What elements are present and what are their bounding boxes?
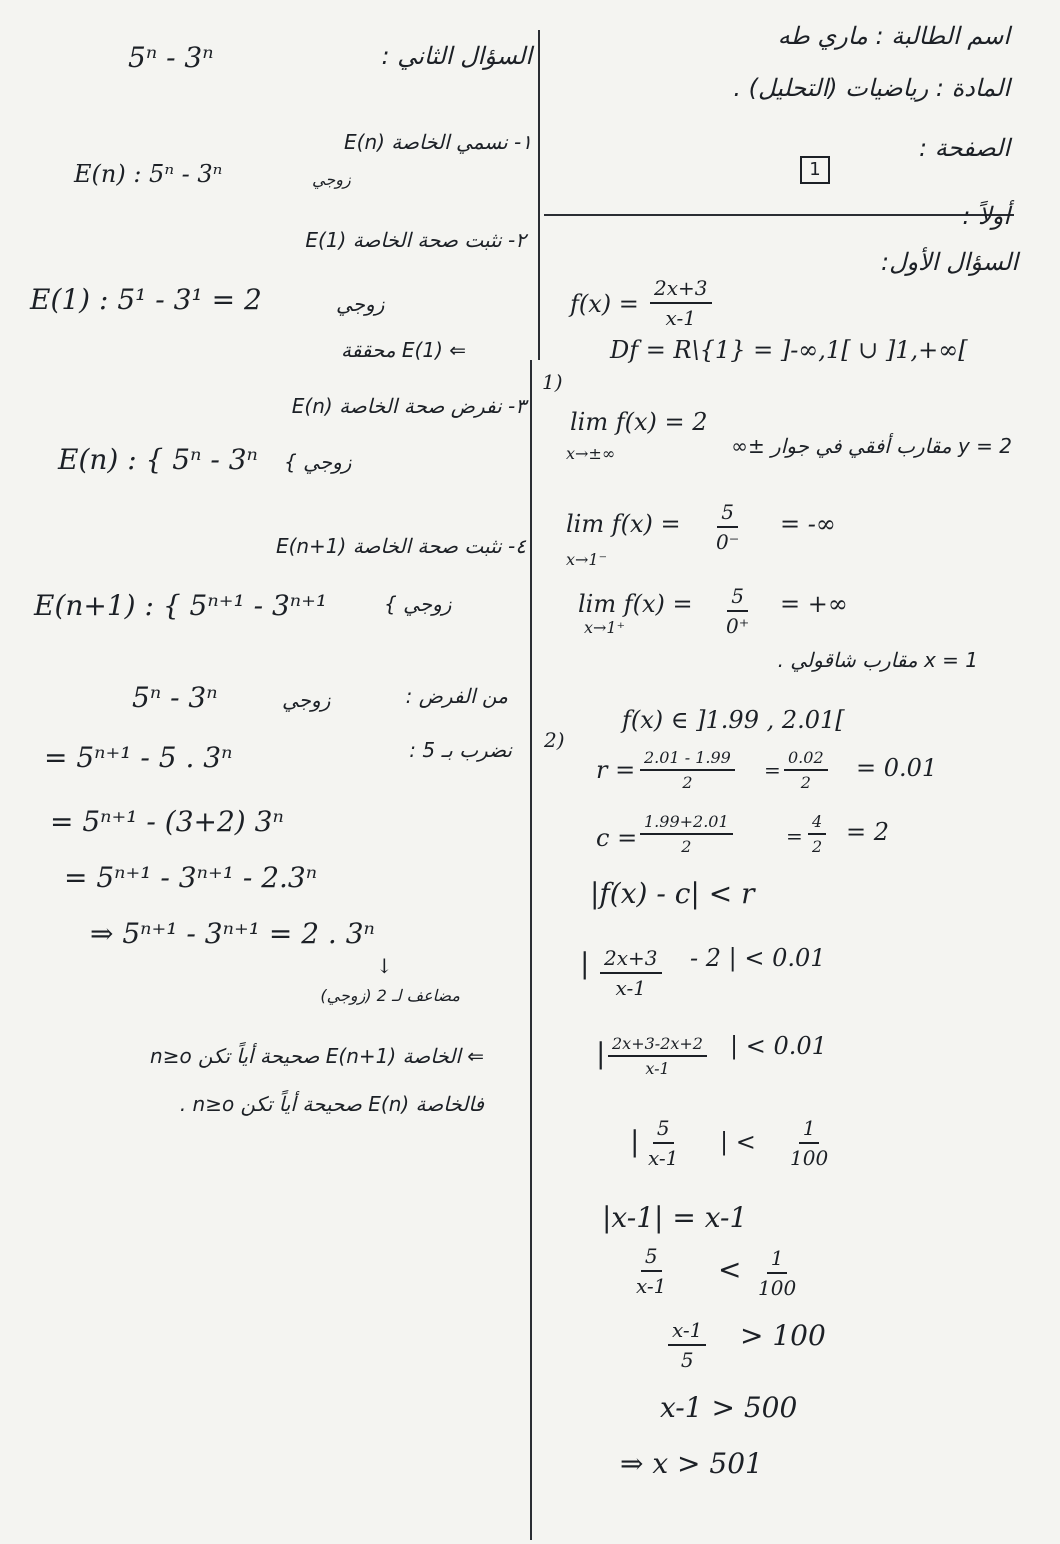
header-rule	[544, 214, 1014, 216]
fraction-denominator: 5	[680, 1348, 694, 1372]
limit-left-result: = -∞	[780, 510, 836, 538]
inequality-5-rfraction	[758, 1246, 796, 1300]
limit-right-sub: x→1⁺	[584, 618, 626, 637]
page-number-box: 1	[800, 156, 830, 184]
subject-line: المادة : رياضيات (التحليل) .	[733, 74, 1010, 102]
c-fraction-2	[808, 812, 826, 856]
step3: ٣- نفرض صحة الخاصة E(n)	[291, 394, 526, 418]
inequality-5-mid: <	[718, 1253, 742, 1286]
fraction-numerator: x-1	[668, 1318, 706, 1346]
fraction-denominator: 0⁺	[726, 614, 750, 638]
question1-title: السؤال الأول:	[881, 248, 1018, 276]
c-result: = 2	[846, 818, 890, 846]
absolute-value-line: |x-1| = x-1	[602, 1201, 748, 1234]
column-divider-lower	[530, 360, 532, 1540]
fraction-denominator: 100	[790, 1146, 829, 1170]
fraction-denominator: 2	[682, 773, 693, 792]
even-label: زوجي	[282, 688, 331, 712]
abs-bar: |	[596, 1037, 606, 1070]
even-label: زوجي	[336, 292, 385, 316]
fraction-numerator: 0.02	[784, 748, 828, 771]
step4: ٤- نثبت صحة الخاصة E(n+1)	[275, 534, 526, 558]
fraction-numerator: 5	[727, 584, 748, 612]
section-label: أولاً :	[962, 202, 1010, 230]
fraction-numerator: 2x+3-2x+2	[608, 1034, 707, 1057]
multiple-note: مضاعف لـ 2 (زوجي)	[320, 986, 460, 1005]
limit-right-fraction	[726, 584, 749, 638]
en1-line: E(n+1) : { 5ⁿ⁺¹ - 3ⁿ⁺¹	[34, 589, 328, 622]
final-result: ⇒ x > 501	[620, 1447, 763, 1480]
abs-bar: |	[630, 1125, 640, 1158]
inequality-1: |f(x) - c| < r	[590, 877, 755, 910]
step1: ١- نسمي الخاصة E(n)	[344, 130, 532, 154]
step2: ٢- نثبت صحة الخاصة E(1)	[305, 228, 526, 252]
fraction-numerator: 5	[653, 1116, 674, 1144]
e1-line: E(1) : 5¹ - 3¹ = 2	[30, 283, 262, 316]
r-fraction-2	[784, 748, 828, 792]
fraction-numerator: 1.99+2.01	[640, 812, 733, 835]
fraction-numerator: 1	[767, 1246, 788, 1274]
horizontal-asymptote: y = 2 مقارب أفقي في جوار ±∞	[731, 434, 1012, 458]
limit-infinity-sub: x→±∞	[566, 444, 616, 463]
e1-valid: ⇐ E(1) محققة	[340, 338, 466, 362]
inequality-6-fraction	[668, 1318, 706, 1372]
fraction-denominator: x-1	[648, 1146, 679, 1170]
fraction-denominator: 2	[812, 837, 823, 856]
limit-infinity: lim f(x) = 2	[570, 408, 708, 436]
function-fraction	[650, 276, 712, 330]
down-arrow-icon: ↓	[376, 954, 393, 978]
fraction-numerator: 5	[641, 1244, 662, 1272]
fraction-numerator: 4	[808, 812, 826, 835]
even-brace: زوجي }	[284, 450, 352, 474]
fraction-numerator: 1	[799, 1116, 820, 1144]
fraction-denominator: x-1	[615, 976, 646, 1000]
r-equals: =	[764, 758, 781, 782]
r-label: r =	[596, 756, 636, 784]
r-fraction	[640, 748, 735, 792]
c-equals: =	[786, 824, 803, 848]
inequality-5-fraction	[636, 1244, 666, 1298]
line-b: = 5ⁿ⁺¹ - 5 . 3ⁿ	[44, 741, 233, 774]
fraction-denominator: x-1	[645, 1059, 670, 1078]
limit-right: lim f(x) =	[578, 590, 693, 618]
r-result: = 0.01	[856, 754, 938, 782]
domain-line: Df = R\{1} = ]-∞,1[ ∪ ]1,+∞[	[610, 336, 968, 364]
limit-left-fraction	[716, 500, 739, 554]
line-e: ⇒ 5ⁿ⁺¹ - 3ⁿ⁺¹ = 2 . 3ⁿ	[90, 917, 375, 950]
fraction-denominator: 2	[800, 773, 811, 792]
even-brace: زوجي }	[384, 592, 452, 616]
inequality-3-fraction	[608, 1034, 707, 1078]
function-label: f(x) =	[570, 290, 639, 318]
q2-expression: 5ⁿ - 3ⁿ	[128, 41, 214, 74]
en-assume: E(n) : { 5ⁿ - 3ⁿ	[58, 443, 258, 476]
line-a: 5ⁿ - 3ⁿ	[132, 681, 218, 714]
student-name: اسم الطالبة : ماري طه	[777, 22, 1010, 50]
column-divider	[538, 30, 540, 360]
inequality-7: x-1 > 500	[660, 1391, 798, 1424]
limit-right-result: = +∞	[780, 590, 848, 618]
fraction-numerator: 2x+3	[600, 946, 662, 974]
even-label: زوجي	[312, 170, 351, 189]
part1-marker: 1)	[542, 370, 563, 394]
fraction-denominator: 2	[681, 837, 692, 856]
multiply-note: نضرب بـ 5 :	[409, 738, 512, 762]
abs-bar: |	[580, 947, 590, 980]
fraction-numerator: 5	[717, 500, 738, 528]
inequality-2-tail: - 2 | < 0.01	[690, 944, 826, 972]
from-assumption: من الفرض :	[405, 684, 508, 708]
c-label: c =	[596, 824, 638, 852]
fraction-denominator: x-1	[636, 1274, 667, 1298]
inequality-6-tail: > 100	[740, 1319, 826, 1352]
inequality-4-mid: | <	[720, 1128, 756, 1156]
fraction-denominator: x-1	[665, 306, 696, 330]
fraction-denominator: 0⁻	[716, 530, 740, 554]
interval-line: f(x) ∈ ]1.99 , 2.01[	[622, 706, 845, 734]
limit-left-sub: x→1⁻	[566, 550, 608, 569]
conclusion-2: فالخاصة E(n) صحيحة أياً تكن n≥o .	[179, 1092, 484, 1116]
question2-title: السؤال الثاني :	[381, 42, 532, 70]
inequality-4-fraction	[648, 1116, 678, 1170]
limit-left: lim f(x) =	[566, 510, 681, 538]
vertical-asymptote: x = 1 مقارب شاقولي .	[777, 648, 978, 672]
fraction-denominator: 100	[758, 1276, 797, 1300]
c-fraction	[640, 812, 733, 856]
inequality-4-rfraction	[790, 1116, 828, 1170]
inequality-2-fraction	[600, 946, 662, 1000]
fraction-numerator: 2x+3	[650, 276, 712, 304]
en-definition: E(n) : 5ⁿ - 3ⁿ	[74, 160, 223, 188]
line-d: = 5ⁿ⁺¹ - 3ⁿ⁺¹ - 2.3ⁿ	[64, 861, 318, 894]
part2-marker: 2)	[544, 728, 565, 752]
fraction-numerator: 2.01 - 1.99	[640, 748, 735, 771]
conclusion-1: ⇐ الخاصة E(n+1) صحيحة أياً تكن n≥o	[150, 1044, 484, 1068]
line-c: = 5ⁿ⁺¹ - (3+2) 3ⁿ	[50, 805, 284, 838]
inequality-3-tail: | < 0.01	[730, 1032, 827, 1060]
page-label: الصفحة :	[918, 134, 1010, 162]
